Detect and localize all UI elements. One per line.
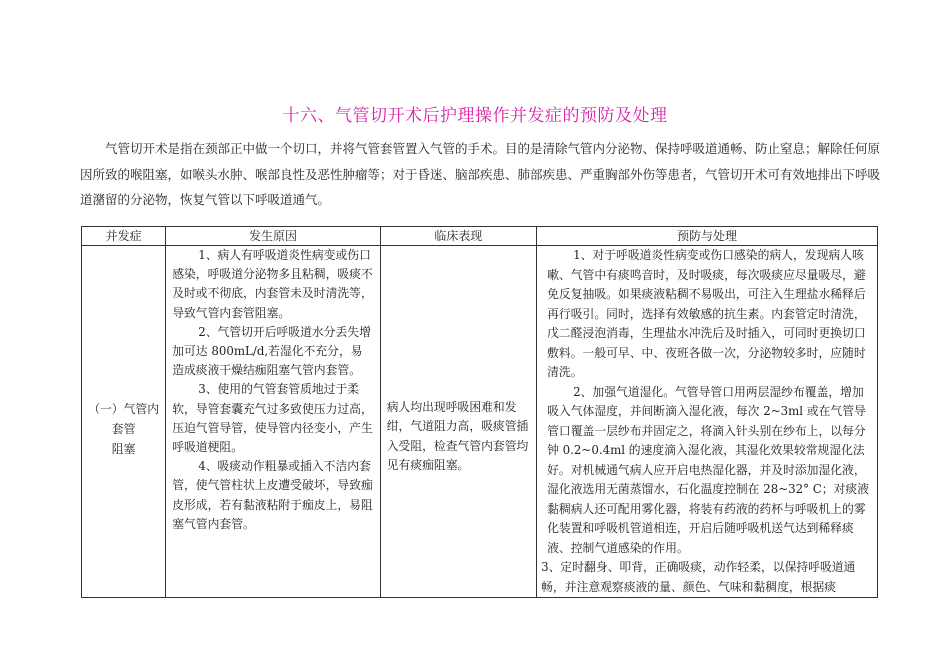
header-cause: 发生原因: [166, 227, 381, 246]
complication-name-line: 阻塞: [111, 441, 136, 456]
header-symptoms: 临床表现: [380, 227, 536, 246]
cause-item: 4、吸痰动作粗暴或插入不洁内套管，使气管柱状上皮遭受破坏，导致痂皮形成，若有黏液粘附于痂皮上，易阻塞气管内套管。: [172, 459, 373, 531]
complication-name-cell: [82, 246, 166, 598]
header-prevention: 预防与处理: [537, 227, 878, 246]
complication-table: [81, 226, 878, 598]
document-title: 十六、气管切开术后护理操作并发症的预防及处理: [282, 106, 668, 126]
header-complication: 并发症: [82, 227, 166, 246]
complication-name-line: （一）气管内: [88, 401, 159, 416]
prevention-item: 3、定时翻身、叩背，正确吸痰，动作轻柔，以保持呼吸道通畅，并注意观察痰液的量、颜色、气味和黏稠度，根据痰: [541, 560, 856, 594]
cause-cell: [166, 246, 381, 598]
symptoms-cell: [380, 246, 536, 598]
complication-name-line: 套管: [111, 421, 136, 436]
prevention-item: 1、对于呼吸道炎性病变或伤口感染的病人，发现病人咳嗽、气管中有痰鸣音时，及时吸痰，每次吸痰应尽量吸尽，避免反复抽吸。如果痰液粘稠不易吸出，可注入生理盐水稀释后再行吸引。同时，选择有效敏感的抗生素。内套管定时清洗，戊二醛浸泡消毒，生理盐水冲洗后及时插入，可同时更换切口敷料。一般可早、中、夜班各做一次，分泌物较多时，应随时清洗。: [547, 248, 866, 379]
table-row: [82, 246, 878, 598]
symptoms-text: 病人均出现呼吸困难和发绀，气道阻力高，吸痰管插入受阻，检查气管内套管均见有痰痂阻塞。: [386, 400, 529, 472]
cause-item: 1、病人有呼吸道炎性病变或伤口感染，呼吸道分泌物多且粘稠，吸痰不及时或不彻底，内套管未及时清洗等，导致气管内套管阻塞。: [172, 248, 373, 320]
intro-paragraph: 气管切开术是指在颈部正中做一个切口，并将气管套管置入气管的手术。目的是清除气管内分泌物、保持呼吸道通畅、防止窒息；解除任何原因所致的喉阻塞，如喉头水肿、喉部良性及恶性肿瘤等；对于昏迷、脑部疾患、肺部疾患、严重胸部外伤等患者，气管切开术可有效地排出下呼吸道潴留的分泌物，恢复气管以下呼吸道通气。: [80, 141, 881, 207]
prevention-cell: [537, 246, 878, 598]
cause-item: 3、使用的气管套管质地过于柔软，导管套囊充气过多致使压力过高，压迫气管导管，使导管内径变小，产生呼吸道梗阻。: [172, 382, 373, 455]
cause-item: 2、气管切开后呼吸道水分丢失增加可达 800mL/d,若湿化不充分，易造成痰液干燥结痂阻塞气管内套管。: [172, 324, 371, 378]
prevention-item: 2、加强气道湿化。气管导管口用两层湿纱布覆盖，增加吸入气体湿度，并间断滴入湿化液，每次 2~3ml 或在气管导管口覆盖一层纱布并固定之，将滴入针头别在纱布上，以每分钟 0.2~0.4ml 的速度滴入湿化液，其湿化效果较常规湿化法好。对机械通气病人应开启电热湿化器，并及时添加湿化液，湿化液选用无菌蒸馏水，石化温度控制在 28~32° C；对痰液黏稠病人还可配用雾化器，将装有药液的药杯与呼吸机上的雾化装置和呼吸机管道相连，开启后随呼吸机送气达到稀释痰液、控制气道感染的作用。: [547, 384, 869, 555]
table-header-row: [82, 227, 878, 246]
